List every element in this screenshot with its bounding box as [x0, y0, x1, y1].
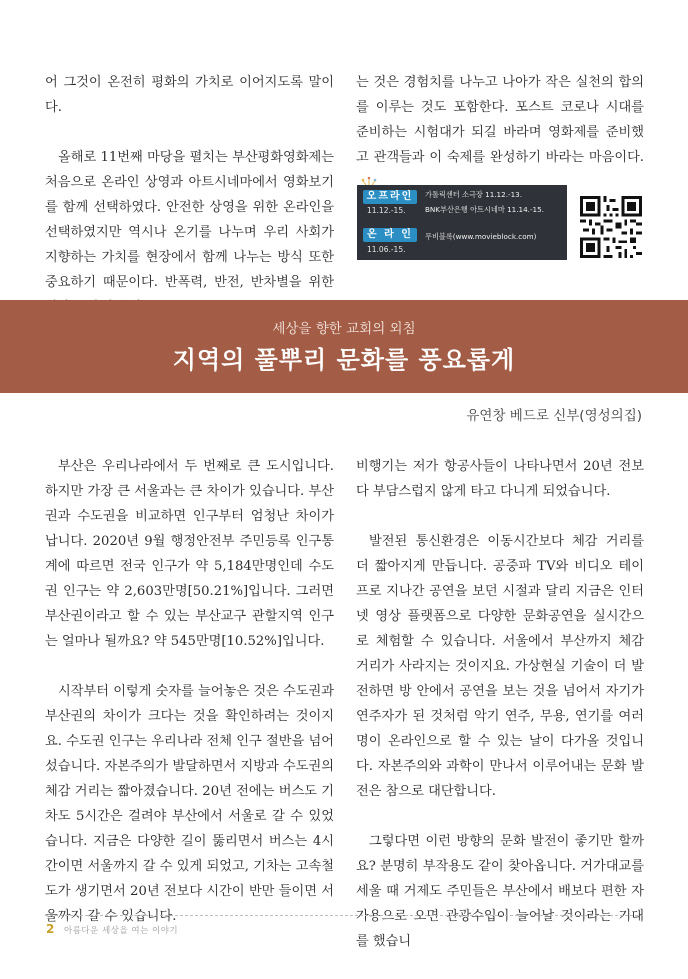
offline-label: 오프라인 [363, 190, 417, 204]
paragraph: 는 것은 경험치를 나누고 나아가 작은 실천의 합의를 이루는 것도 포함한다. 포스트 코로나 시대를 준비하는 시험대가 되길 바라며 영화제를 준비했고 관객들과 이 숙제를 완성하기 바라는 마음이다. [356, 75, 644, 165]
paragraph: 올해로 11번째 마당을 펼치는 부산평화영화제는 처음으로 온라인 상영과 아트시네마에서 영화보기를 함께 선택하였다. 안전한 상영을 위한 온라인을 선택하였지만 역시나 온기를 나누며 우리 사회가 지향하는 가치를 현장에서 함께 나누는 방식 또한 중요하기 때문이다. 반폭력, 반전, 반차별을 위한 [45, 150, 334, 290]
page-number: 2 [46, 922, 55, 936]
article-right-column [356, 454, 644, 979]
banner-title: 지역의 풀뿌리 문화를 풍요롭게 [172, 346, 516, 374]
footer-divider [45, 915, 643, 916]
paragraph: 어 그것이 온전히 평화의 가치로 이어지도록 말이다. [45, 75, 334, 115]
paragraph: 시작부터 이렇게 숫자를 늘어놓은 것은 수도권과 부산권의 차이가 크다는 것을 확인하려는 것이지요. 수도권 인구는 우리나라 전체 인구 절반을 넘어섰습니다. 자본주의가 발달하면서 지방과 수도권의 체감 거리는 짧아졌습니다. 20년 전에는 버스도 기차도 5시간은 걸려야 부산에서 서울로 갈 수 있었습니다. 지금은 다양한 길이 뚫리면서 버스는 4시간이면 서울까지 갈 수 있게 되었고, 기차는 고속철도가 생기면서 20년 전보다 시간이 반만 들이면 서울까지 갈 수 있습니다. [45, 684, 334, 924]
offline-venue-2: BNK부산은행 아트시네마 11.14.-15. [425, 205, 544, 214]
qr-code[interactable] [580, 196, 642, 258]
paragraph: 부산은 우리나라에서 두 번째로 큰 도시입니다. 하지만 가장 큰 서울과는 큰 차이가 있습니다. 부산권과 수도권을 비교하면 인구부터 엄청난 차이가 납니다. 2020년 9월 행정안전부 주민등록 인구통계에 따르면 전국 인구가 약 5,184만명인데 수도권 인구는 약 2,603만명[50.21%]입니다. 그러면 부산권이라고 할 수 있는 부산교구 관할지역 인구는 얼마나 될까요? 약 545만명[10.52%]입니다. [45, 459, 334, 649]
online-venue: 무비블록(www.movieblock.com) [425, 232, 537, 241]
paragraph: 그렇다면 이런 방향의 문화 발전이 좋기만 할까요? 분명히 부작용도 같이 찾아옵니다. 거가대교를 세울 때 거제도 주민들은 부산에서 배보다 편한 자가용으로 오면 관광수입이 늘어날 것이라는 기대를 했습니 [356, 834, 644, 949]
offline-venue-1: 가톨릭센터 소극장 11.12.-13. [425, 190, 523, 199]
top-right-column [356, 70, 644, 195]
article-left-column [45, 454, 334, 954]
offline-date: 11.12.-15. [367, 206, 406, 215]
festival-info-box [357, 185, 567, 260]
paragraph: 비행기는 저가 항공사들이 나타나면서 20년 전보다 부담스럽지 않게 타고 다니게 되었습니다. [356, 459, 644, 499]
article-author: 유연창 베드로 신부(영성의집) [466, 408, 642, 424]
online-date: 11.06.-15. [367, 245, 406, 254]
banner-subtitle: 세상을 향한 교회의 외침 [272, 321, 416, 337]
online-label: 온 라 인 [363, 228, 417, 242]
paragraph: 발전된 통신환경은 이동시간보다 체감 거리를 더 짧아지게 만듭니다. 공중파 TV와 비디오 테이프로 지나간 공연을 보던 시절과 달리 지금은 인터넷 영상 플랫폼으로 다양한 문화공연을 실시간으로 체험할 수 있습니다. 서울에서 부산까지 체감 거리가 사라지는 것이지요. 가상현실 기술이 더 발전하면 방 안에서 공연을 보는 것을 넘어서 자기가 연주자가 된 것처럼 악기 연주, 무용, 연기를 여러 명이 온라인으로 할 수 있는 날이 다가올 것입니다. 자본주의와 과학이 만나서 이루어내는 문화 발전은 참으로 대단합니다. [356, 534, 644, 799]
section-banner [0, 300, 688, 393]
footer-title: 아름다운 세상을 여는 이야기 [64, 926, 179, 936]
